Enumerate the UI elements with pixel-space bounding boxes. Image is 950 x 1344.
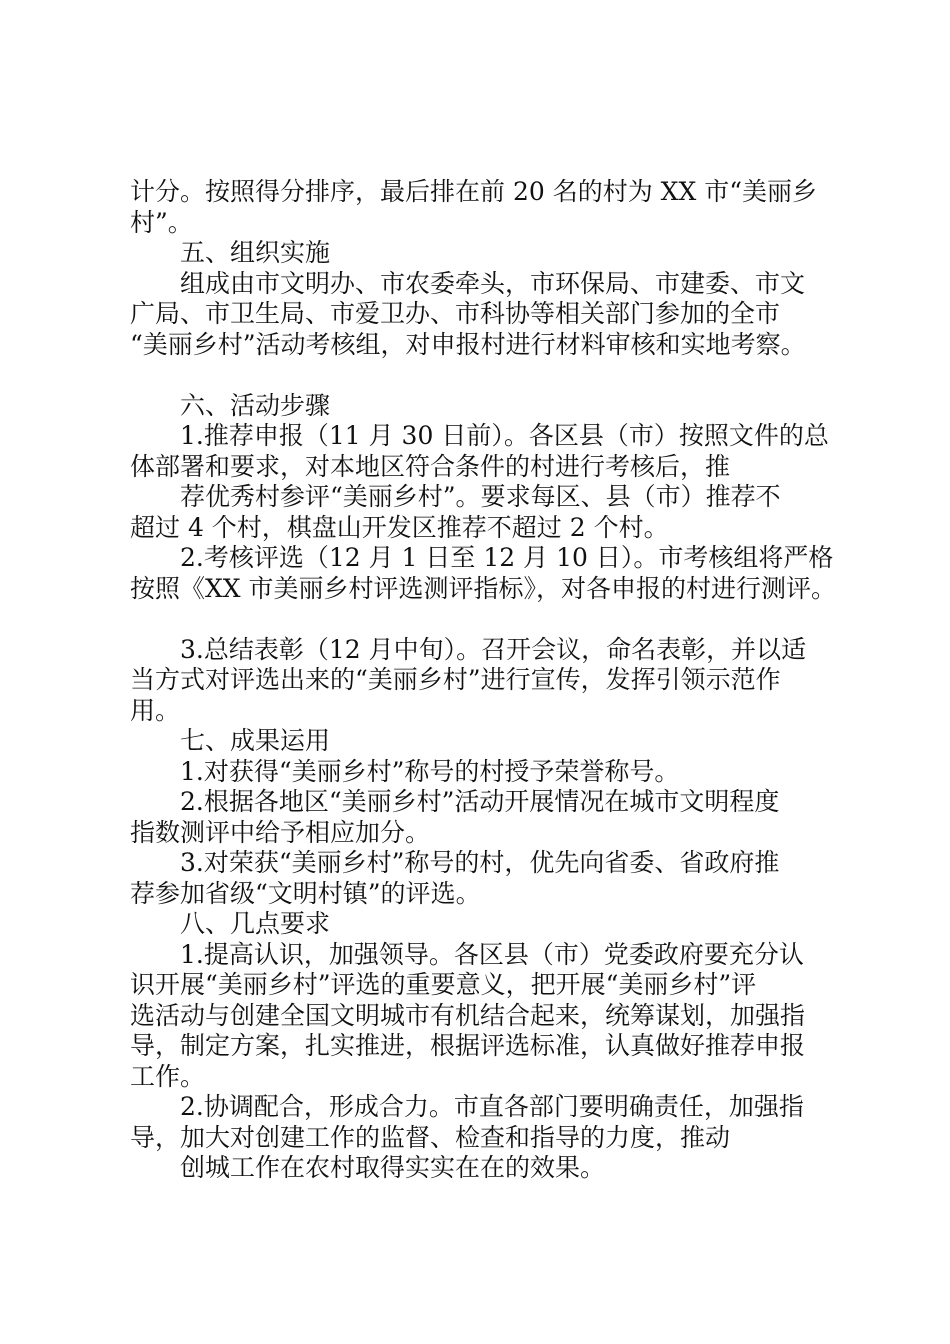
text-line-content: 导，加大对创建工作的监督、检查和指导的力度，推动 <box>130 1123 731 1152</box>
section-heading-text: 七、成果运用 <box>180 726 331 755</box>
text-line-content: 用。 <box>130 696 181 725</box>
text-line <box>0 325 950 365</box>
text-line <box>0 1148 950 1188</box>
text-line-content: 荐优秀村参评“美丽乡村”。要求每区、县（市）推荐不 <box>180 482 781 511</box>
text-line-content: 3.总结表彰（12 月中旬）。召开会议，命名表彰，并以适 <box>180 635 807 664</box>
text-line-content: 创城工作在农村取得实实在在的效果。 <box>180 1153 606 1182</box>
text-line-content: 指数测评中给予相应加分。 <box>130 818 431 847</box>
text-line-content: 3.对荣获“美丽乡村”称号的村，优先向省委、省政府推 <box>180 848 780 877</box>
text-line-content: 按照《XX 市美丽乡村评选测评指标》，对各申报的村进行测评。 <box>130 574 837 603</box>
text-line-content: 1.对获得“美丽乡村”称号的村授予荣誉称号。 <box>180 757 680 786</box>
text-line-content: 荐参加省级“文明村镇”的评选。 <box>130 879 481 908</box>
text-line-content: 体部署和要求，对本地区符合条件的村进行考核后，推 <box>130 452 731 481</box>
section-heading-text: 五、组织实施 <box>180 238 331 267</box>
text-line-content: 1.推荐申报（11 月 30 日前）。各区县（市）按照文件的总 <box>180 421 829 450</box>
text-line-content: 超过 4 个村，棋盘山开发区推荐不超过 2 个村。 <box>130 513 669 542</box>
text-line-content: 2.考核评选（12 月 1 日至 12 月 10 日）。市考核组将严格 <box>180 543 834 572</box>
text-line-content: 村”。 <box>130 208 193 237</box>
text-line-content: 2.协调配合，形成合力。市直各部门要明确责任，加强指 <box>180 1092 804 1121</box>
text-line-content: 导，制定方案，扎实推进，根据评选标准，认真做好推荐申报 <box>130 1031 806 1060</box>
section-heading-text: 八、几点要求 <box>180 909 331 938</box>
text-line-content: 2.根据各地区“美丽乡村”活动开展情况在城市文明程度 <box>180 787 780 816</box>
text-line-content: 工作。 <box>130 1062 206 1091</box>
text-line-content: 组成由市文明办、市农委牵头，市环保局、市建委、市文 <box>180 269 806 298</box>
text-line-content: “美丽乡村”活动考核组，对申报村进行材料审核和实地考察。 <box>130 330 806 359</box>
text-line-content: 1.提高认识，加强领导。各区县（市）党委政府要充分认 <box>180 940 804 969</box>
text-line-content: 计分。按照得分排序，最后排在前 20 名的村为 XX 市“美丽乡 <box>130 177 817 206</box>
text-line-content: 当方式对评选出来的“美丽乡村”进行宣传，发挥引领示范作 <box>130 665 781 694</box>
text-line <box>0 569 950 609</box>
text-line-content: 选活动与创建全国文明城市有机结合起来，统筹谋划，加强指 <box>130 1001 806 1030</box>
section-heading-text: 六、活动步骤 <box>180 391 331 420</box>
text-line-content: 广局、市卫生局、市爱卫办、市科协等相关部门参加的全市 <box>130 299 781 328</box>
text-line-content: 识开展“美丽乡村”评选的重要意义，把开展“美丽乡村”评 <box>130 970 757 999</box>
